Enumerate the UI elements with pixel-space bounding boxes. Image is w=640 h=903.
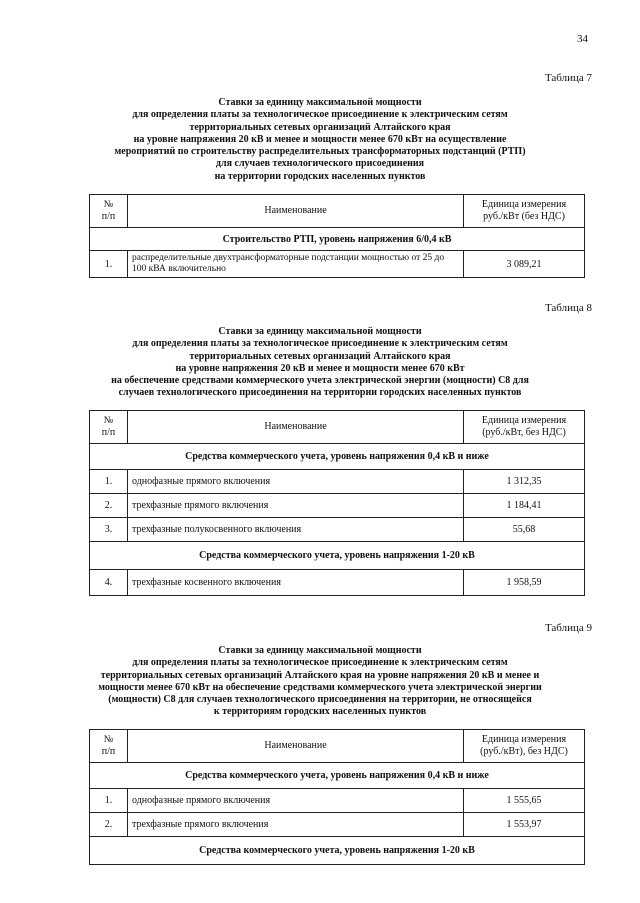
title-line: территориальных сетевых организаций Алтайского края на уровне напряжения 20 кВ и менее и [100,669,540,681]
table-9 [89,729,585,865]
title-line: случаев технологического присоединения на территории городских населенных пунктов [118,387,522,399]
table-7 [89,194,585,278]
row-name: однофазные прямого включения [128,789,464,813]
table-8-title [70,326,570,400]
table-row [90,813,585,837]
table-row [90,470,585,494]
row-num: 1. [90,789,128,813]
section-row [90,444,585,470]
header-name: Наименование [128,730,464,763]
row-value: 1 553,97 [464,813,585,837]
row-num: 1. [90,251,128,278]
table-header-row [90,195,585,228]
row-name: однофазные прямого включения [128,470,464,494]
row-value: 1 958,59 [464,570,585,596]
title-line: территориальных сетевых организаций Алтайского края [189,350,451,362]
row-value: 3 089,21 [464,251,585,278]
table-row [90,789,585,813]
title-line: для случаев технологического присоединения [215,158,425,170]
header-num: № п/п [90,730,128,763]
section-title: Строительство РТП, уровень напряжения 6/0,4 кВ [90,228,585,251]
section-row [90,763,585,789]
table-8 [89,410,585,596]
title-line: для определения платы за технологическое присоединение к электрическим сетям [132,338,508,350]
row-value: 55,68 [464,518,585,542]
section-title: Средства коммерческого учета, уровень напряжения 1-20 кВ [90,542,585,570]
table-row [90,570,585,596]
title-line: территориальных сетевых организаций Алтайского края [189,121,451,133]
title-line: для определения платы за технологическое присоединение к электрическим сетям [132,657,508,669]
title-line: Ставки за единицу максимальной мощности [218,645,422,656]
table-header-row [90,411,585,444]
row-name: трехфазные полукосвенного включения [128,518,464,542]
row-num: 2. [90,494,128,518]
row-name: трехфазные прямого включения [128,494,464,518]
table-header-row [90,730,585,763]
table-7-label: Таблица 7 [544,72,592,84]
section-title: Средства коммерческого учета, уровень напряжения 0,4 кВ и ниже [90,763,585,789]
row-name: трехфазные косвенного включения [128,570,464,596]
row-num: 1. [90,470,128,494]
table-row [90,251,585,278]
row-name: распределительные двухтрансформаторные подстанции мощностью от 25 до 100 кВА включительно [128,251,464,278]
row-value: 1 555,65 [464,789,585,813]
header-unit: Единица измерения (руб./кВт), без НДС) [464,730,585,763]
row-name: трехфазные прямого включения [128,813,464,837]
header-name: Наименование [128,195,464,228]
header-num: № п/п [90,411,128,444]
title-line: на обеспечение средствами коммерческого учета электрической энергии (мощности) С8 для [111,375,529,387]
section-row [90,228,585,251]
row-num: 3. [90,518,128,542]
header-unit: Единица измерения руб./кВт (без НДС) [464,195,585,228]
row-value: 1 312,35 [464,470,585,494]
header-unit: Единица измерения (руб./кВт, без НДС) [464,411,585,444]
title-line: Ставки за единицу максимальной мощности [218,97,422,108]
title-line: (мощности) С8 для случаев технологического присоединения на территории, не относящейся [108,694,532,706]
table-9-title [70,645,570,719]
section-title: Средства коммерческого учета, уровень напряжения 0,4 кВ и ниже [90,444,585,470]
table-row [90,518,585,542]
table-7-title [70,97,570,183]
section-row [90,837,585,865]
title-line: для определения платы за технологическое присоединение к электрическим сетям [132,109,508,121]
table-8-label: Таблица 8 [544,302,592,314]
title-line: на уровне напряжения 20 кВ и менее и мощности менее 670 кВт [175,362,465,374]
title-line: на территории городских населенных пунктов [214,170,426,182]
title-line: мощности менее 670 кВт на обеспечение средствами коммерческого учета электрической энергии [98,681,542,693]
page-number: 34 [577,33,588,45]
row-num: 4. [90,570,128,596]
title-line: на уровне напряжения 20 кВ и менее и мощности менее 670 кВт на осуществление [133,133,507,145]
title-line: Ставки за единицу максимальной мощности [218,326,422,337]
section-row [90,542,585,570]
section-title: Средства коммерческого учета, уровень напряжения 1-20 кВ [90,837,585,865]
row-value: 1 184,41 [464,494,585,518]
table-row [90,494,585,518]
title-line: к территориям городских населенных пунктов [213,706,427,718]
table-9-label: Таблица 9 [544,622,592,634]
header-name: Наименование [128,411,464,444]
title-line: мероприятий по строительству распределительных трансформаторных подстанций (РТП) [114,146,526,158]
header-num: № п/п [90,195,128,228]
row-num: 2. [90,813,128,837]
